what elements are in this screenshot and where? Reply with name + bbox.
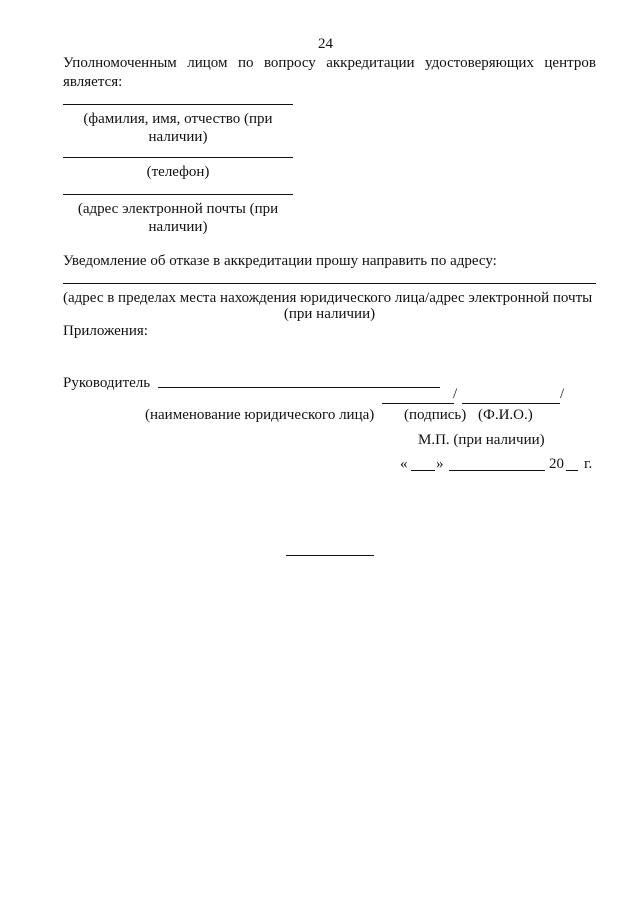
address-field-line[interactable] (63, 283, 596, 284)
date-year-field-line[interactable] (566, 470, 578, 471)
intro-word: по (237, 55, 254, 71)
date-day-field-line[interactable] (411, 470, 435, 471)
closing-separator-line (286, 555, 374, 556)
date-month-field-line[interactable] (449, 470, 545, 471)
stamp-caption: М.П. (при наличии) (418, 432, 545, 448)
intro-line-2: является: (63, 74, 123, 90)
signature-caption: (подпись) (404, 407, 467, 423)
date-year-suffix: г. (584, 456, 593, 472)
email-field-line[interactable] (63, 194, 293, 195)
email-caption-line-1: (адрес электронной почты (при (77, 201, 279, 217)
intro-word: удостоверяющих (425, 55, 534, 71)
intro-word: центров (544, 55, 596, 71)
signature-field-line[interactable] (382, 403, 454, 404)
slash-separator: / (560, 386, 565, 402)
page-number: 24 (318, 36, 333, 52)
fio-short-caption: (Ф.И.О.) (478, 407, 533, 423)
intro-line-1 (63, 54, 596, 72)
notice-text: Уведомление об отказе в аккредитации прошу направить по адресу: (63, 253, 497, 269)
fio-short-field-line[interactable] (462, 403, 560, 404)
date-close-quote: » (436, 456, 444, 472)
address-caption-line-1: (адрес в пределах места нахождения юридического лица/адрес электронной почты (63, 290, 593, 306)
intro-word: Уполномоченным (63, 55, 177, 71)
intro-word: аккредитации (326, 55, 415, 71)
head-label: Руководитель (63, 375, 151, 391)
attachments-label: Приложения: (63, 323, 148, 339)
date-year-prefix: 20 (549, 456, 564, 472)
intro-word: вопросу (263, 55, 316, 71)
intro-word: лицом (187, 55, 228, 71)
fio-caption-line-1: (фамилия, имя, отчество (при (83, 111, 273, 127)
org-name-field-line[interactable] (158, 387, 440, 388)
email-caption-line-2: наличии) (148, 219, 208, 235)
phone-field-line[interactable] (63, 157, 293, 158)
date-open-quote: « (400, 456, 408, 472)
address-caption-line-2: (при наличии) (283, 306, 376, 322)
fio-caption-line-2: наличии) (148, 129, 208, 145)
slash-separator: / (453, 386, 458, 402)
org-name-caption: (наименование юридического лица) (145, 407, 375, 423)
fio-field-line[interactable] (63, 104, 293, 105)
phone-caption: (телефон) (146, 164, 210, 180)
